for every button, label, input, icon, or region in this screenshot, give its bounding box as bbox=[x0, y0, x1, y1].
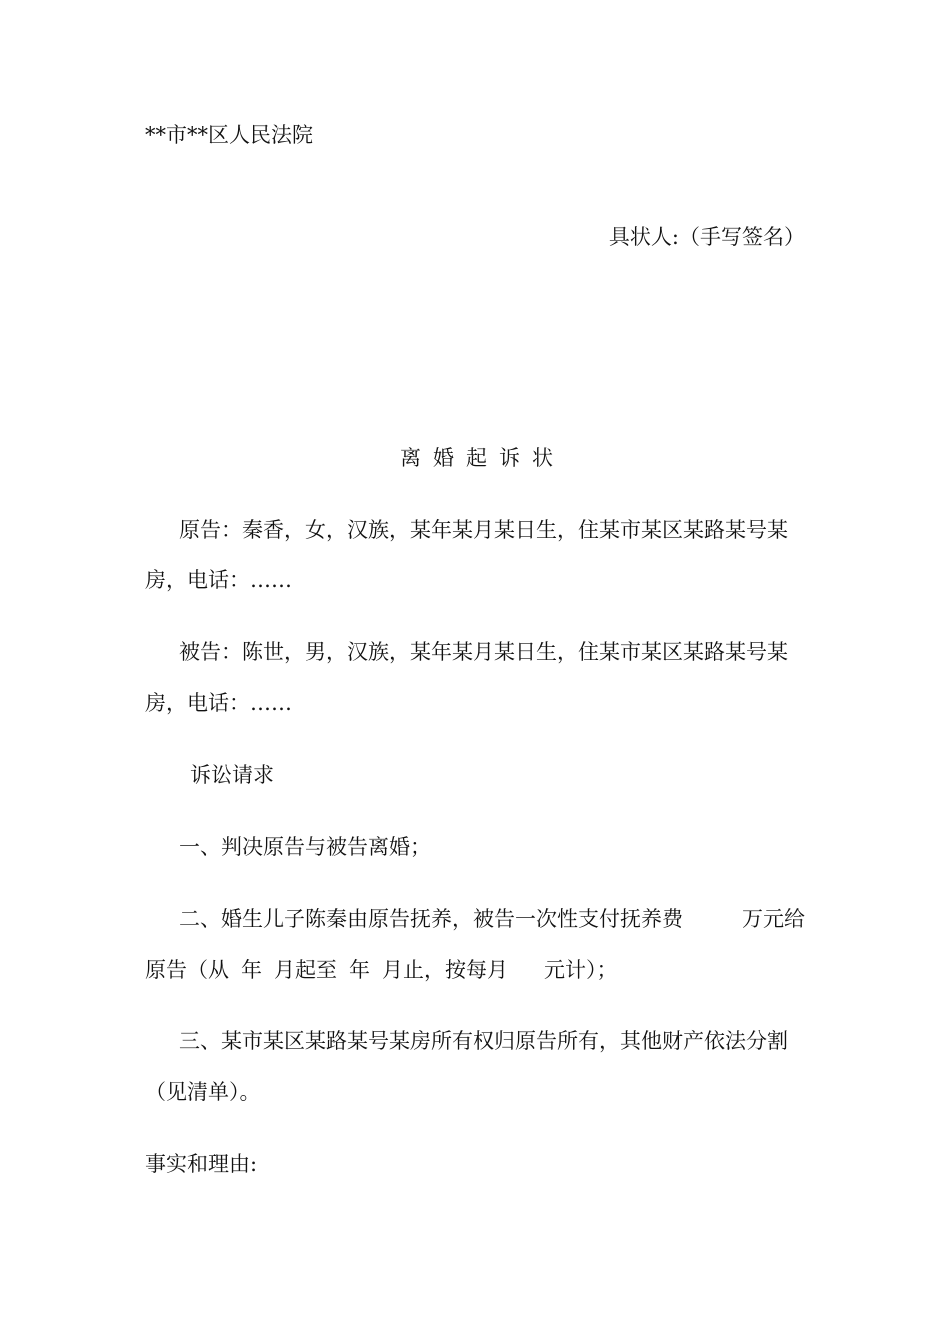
period-from: 原告（从 bbox=[145, 958, 229, 982]
monthly-amount: 元计）； bbox=[544, 958, 618, 982]
claim-item-2-row bbox=[145, 905, 805, 933]
claim-item-2-amount: 万元给 bbox=[742, 907, 805, 931]
document-title: 离婚起诉状 bbox=[400, 446, 565, 470]
claim-item-2-line-1 bbox=[145, 905, 805, 933]
period-to-month: 月止，按每月 bbox=[382, 958, 508, 982]
period-to-year: 年 bbox=[349, 958, 370, 982]
defendant-line-1 bbox=[145, 638, 805, 666]
court-name: **市**区人民法院 bbox=[145, 123, 313, 147]
plaintiff-info: 原告：秦香，女，汉族，某年某月某日生，住某市某区某路某号某 bbox=[179, 518, 788, 542]
claims-heading: 诉讼请求 bbox=[190, 763, 274, 787]
claim-item-2-text: 二、婚生儿子陈秦由原告抚养，被告一次性支付抚养费 bbox=[179, 907, 683, 931]
claim-item-3-line-2: （见清单）。 bbox=[145, 1080, 261, 1104]
claim-item-2-line-2 bbox=[145, 956, 805, 984]
defendant-info: 被告：陈世，男，汉族，某年某月某日生，住某市某区某路某号某 bbox=[179, 640, 788, 664]
period-from-year: 年 bbox=[241, 958, 262, 982]
defendant-line-2: 房，电话：…… bbox=[145, 691, 292, 715]
plaintiff-line-1 bbox=[145, 516, 805, 544]
facts-heading: 事实和理由: bbox=[145, 1152, 258, 1176]
claim-item-3-line-1 bbox=[145, 1027, 805, 1055]
claim-item-1: 一、判决原告与被告离婚； bbox=[179, 835, 431, 859]
period-from-month: 月起至 bbox=[274, 958, 337, 982]
claim-item-3-text: 三、某市某区某路某号某房所有权归原告所有，其他财产依法分割 bbox=[179, 1029, 788, 1053]
plaintiff-line-2: 房，电话：…… bbox=[145, 568, 292, 592]
signature-line: 具状人:（手写签名） bbox=[608, 225, 805, 249]
